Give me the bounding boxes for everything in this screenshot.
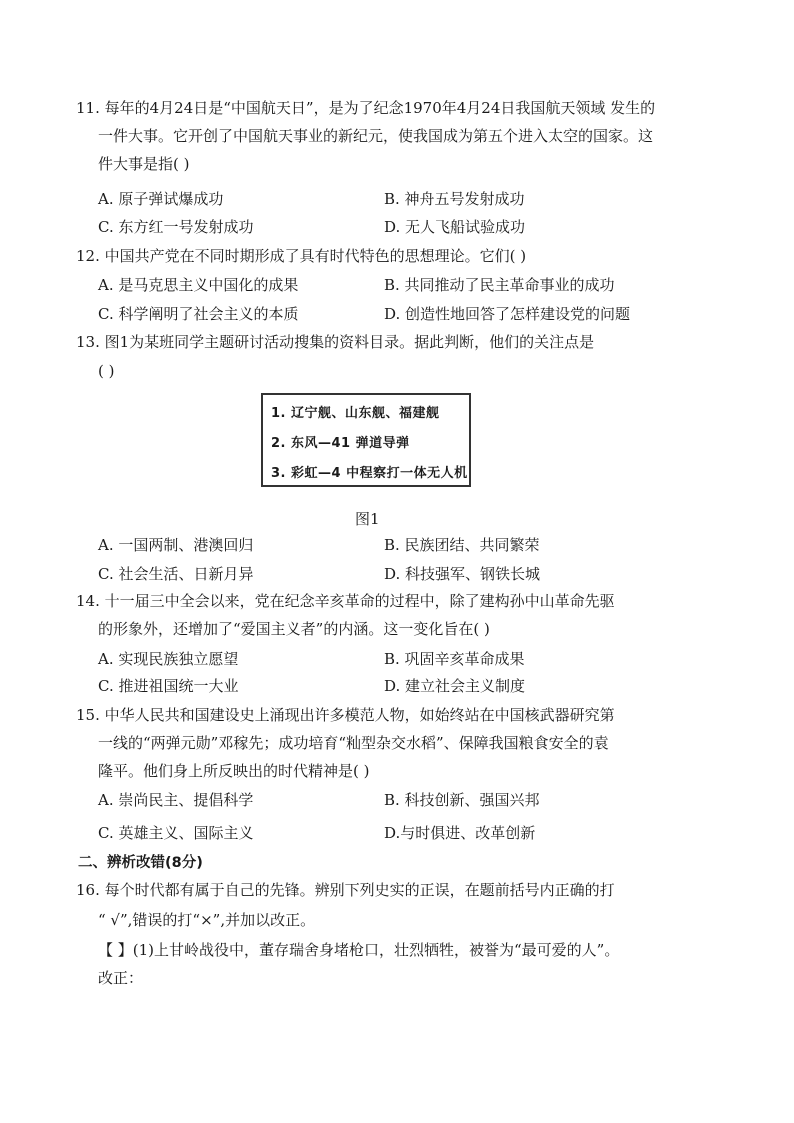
q14-option-d: D. 建立社会主义制度 bbox=[384, 677, 526, 695]
q11-option-d: D. 无人飞船试验成功 bbox=[384, 218, 526, 236]
q11-stem-line-2: 一件大事。它开创了中国航天事业的新纪元，使我国成为第五个进入太空的国家。这 bbox=[98, 127, 654, 145]
q12-option-d: D. 创造性地回答了怎样建设党的问题 bbox=[384, 305, 631, 323]
q14-option-a: A. 实现民族独立愿望 bbox=[98, 650, 239, 668]
q11-option-b: B. 神舟五号发射成功 bbox=[384, 190, 525, 208]
q13-option-b: B. 民族团结、共同繁荣 bbox=[384, 536, 540, 554]
figure-1-caption: 图1 bbox=[355, 510, 380, 528]
q13-stem-line-1: 13. 图1为某班同学主题研讨活动搜集的资料目录。据此判断，他们的关注点是 bbox=[76, 333, 595, 351]
q14-option-b: B. 巩固辛亥革命成果 bbox=[384, 650, 525, 668]
q15-stem-line-1: 15. 中华人民共和国建设史上涌现出许多模范人物，如始终站在中国核武器研究第 bbox=[76, 706, 615, 724]
q12-option-b: B. 共同推动了民主革命事业的成功 bbox=[384, 276, 615, 294]
q12-option-c: C. 科学阐明了社会主义的本质 bbox=[98, 305, 299, 323]
q16-correction-label: 改正： bbox=[98, 969, 144, 987]
figure-1-item-2: 2. 东风—41 弹道导弹 bbox=[271, 436, 410, 451]
q15-option-a: A. 崇尚民主、提倡科学 bbox=[98, 791, 254, 809]
q11-stem-line-1: 11. 每年的4月24日是“中国航天日”，是为了纪念1970年4月24日我国航天领域 发生的 bbox=[76, 99, 656, 117]
q15-stem-line-2: 一线的“两弹元勋”邓稼先；成功培育“籼型杂交水稻”、保障我国粮食安全的袁 bbox=[98, 734, 609, 752]
q14-option-c: C. 推进祖国统一大业 bbox=[98, 677, 239, 695]
q13-option-d: D. 科技强军、钢铁长城 bbox=[384, 565, 541, 583]
q12-stem-line-1: 12. 中国共产党在不同时期形成了具有时代特色的思想理论。它们( ) bbox=[76, 247, 527, 265]
q13-option-a: A. 一国两制、港澳回归 bbox=[98, 536, 254, 554]
q15-stem-line-3: 隆平。他们身上所反映出的时代精神是( ) bbox=[98, 762, 370, 780]
q11-option-a: A. 原子弹试爆成功 bbox=[98, 190, 224, 208]
figure-1-box bbox=[261, 393, 471, 487]
q13-option-c: C. 社会生活、日新月异 bbox=[98, 565, 254, 583]
q14-stem-line-1: 14. 十一届三中全会以来，党在纪念辛亥革命的过程中，除了建构孙中山革命先驱 bbox=[76, 592, 615, 610]
figure-1-item-1: 1. 辽宁舰、山东舰、福建舰 bbox=[271, 406, 440, 421]
q16-stem-line-2: “ √”,错误的打“×”,并加以改正。 bbox=[98, 911, 316, 929]
figure-1-item-3: 3. 彩虹—4 中程察打一体无人机 bbox=[271, 466, 468, 481]
section-2-title: 二、辨析改错(8分) bbox=[78, 855, 203, 871]
q15-option-c: C. 英雄主义、国际主义 bbox=[98, 824, 254, 842]
q16-stem-line-1: 16. 每个时代都有属于自己的先锋。辨别下列史实的正误，在题前括号内正确的打 bbox=[76, 881, 615, 899]
q16-item-1: 【 】(1)上甘岭战役中，董存瑞舍身堵枪口，壮烈牺牲，被誉为“最可爱的人”。 bbox=[98, 941, 620, 959]
q14-stem-line-2: 的形象外，还增加了“爱国主义者”的内涵。这一变化旨在( ) bbox=[98, 620, 490, 638]
q12-option-a: A. 是马克思主义中国化的成果 bbox=[98, 276, 299, 294]
q11-option-c: C. 东方红一号发射成功 bbox=[98, 218, 254, 236]
q15-option-b: B. 科技创新、强国兴邦 bbox=[384, 791, 540, 809]
q11-stem-line-3: 件大事是指( ) bbox=[98, 155, 190, 173]
q15-option-d: D.与时俱进、改革创新 bbox=[384, 824, 536, 842]
q13-stem-line-2: ( ) bbox=[98, 362, 115, 380]
